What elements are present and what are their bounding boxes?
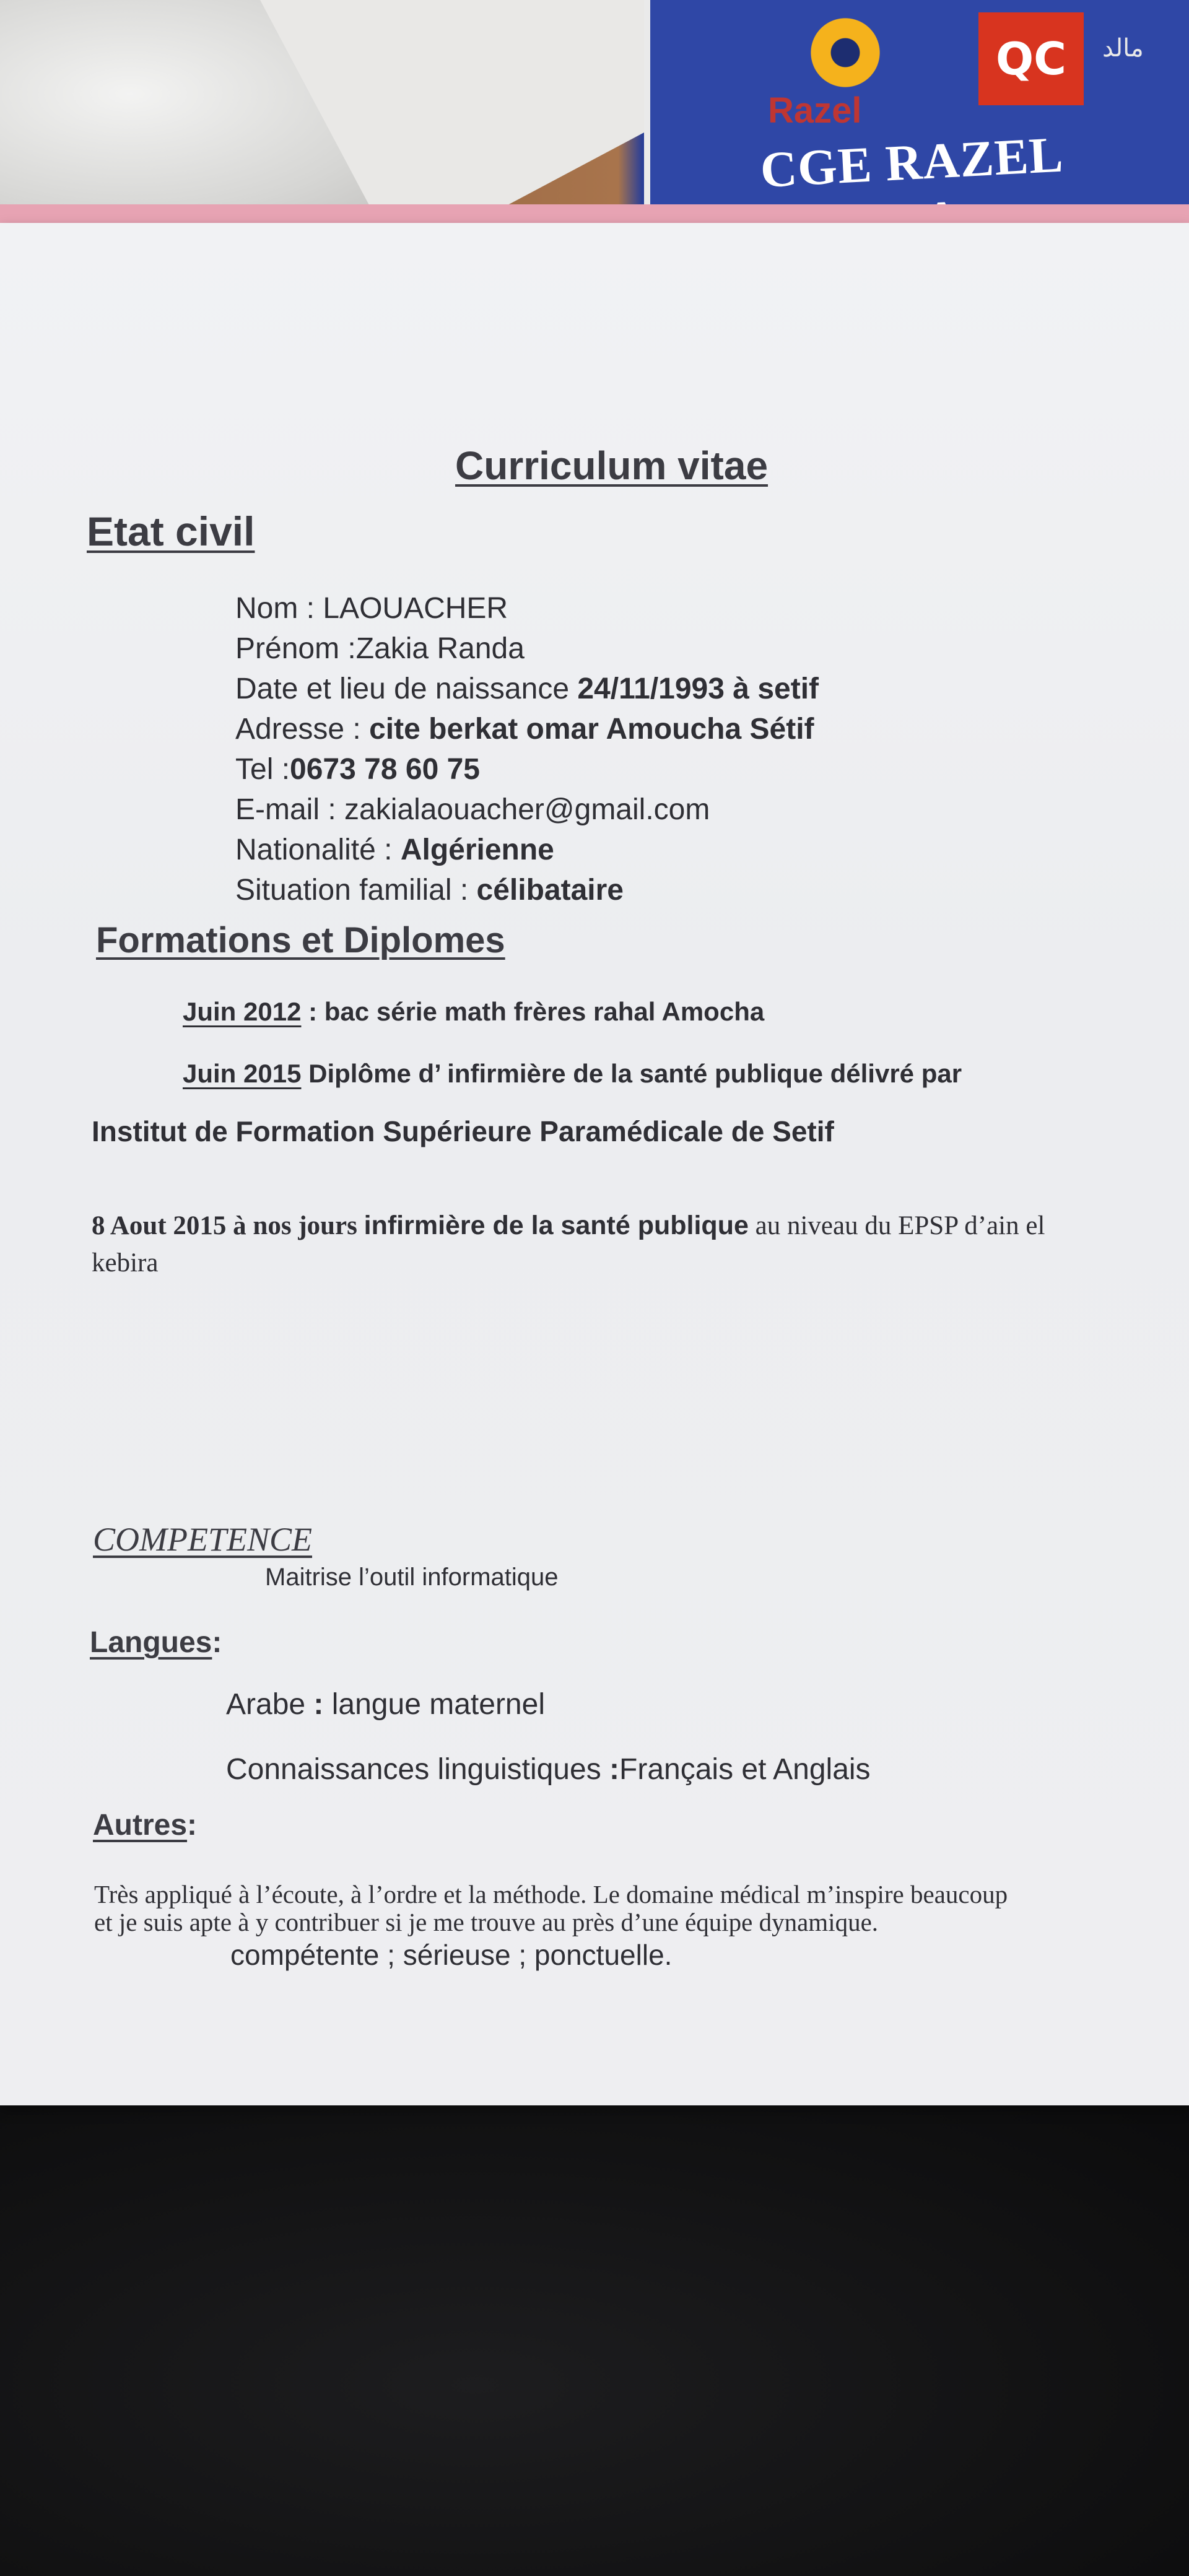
autres-heading-colon: : — [187, 1809, 198, 1842]
experience-date: 8 Aout 2015 à nos jours — [92, 1211, 364, 1240]
booklet-band-text: CGE RAZEL — [759, 126, 1062, 199]
cv-page — [0, 223, 1189, 2105]
tel-value: 0673 78 60 75 — [290, 753, 480, 786]
black-fabric — [0, 2099, 1189, 2576]
langue-arabe — [226, 1687, 545, 1721]
field-tel — [235, 752, 480, 786]
autres-line-2: et je suis apte à y contribuer si je me trouve au près d’une équipe dynamique. — [94, 1908, 879, 1936]
nom-label: Nom : — [235, 592, 323, 625]
adresse-value: cite berkat omar Amoucha Sétif — [369, 713, 814, 746]
field-nom — [235, 591, 508, 625]
formation-item-2015 — [183, 1059, 962, 1089]
formation-date-2012: Juin 2012 — [183, 997, 302, 1026]
cv-title: Curriculum vitae — [455, 443, 769, 488]
field-nationalite — [235, 833, 554, 867]
section-heading-autres — [93, 1808, 197, 1842]
booklet-qc-logo: QC — [978, 12, 1084, 105]
autres-heading-text: Autres — [93, 1809, 188, 1842]
formation-item-2012 — [183, 997, 764, 1027]
autres-line-1: Très appliqué à l’écoute, à l’ordre et la méthode. Le domaine médical m’inspire beaucoup — [94, 1880, 1008, 1908]
section-heading-etat-civil: Etat civil — [87, 508, 255, 554]
experience-line-1 — [92, 1211, 1045, 1241]
experience-role: infirmière de la santé publique — [364, 1211, 749, 1240]
formation-text-2015: Diplôme d’ infirmière de la santé publique délivré par — [301, 1059, 962, 1088]
arabe-sep: : — [313, 1688, 332, 1721]
formation-date-2015: Juin 2015 — [183, 1059, 302, 1088]
field-situation — [235, 873, 624, 907]
field-prenom — [235, 632, 525, 666]
situation-label: Situation familial : — [235, 874, 477, 907]
situation-value: célibataire — [476, 874, 624, 907]
booklet-word: Razel — [768, 90, 862, 131]
langues-heading-text: Langues — [90, 1626, 212, 1659]
field-adresse — [235, 712, 814, 746]
nom-value: LAOUACHER — [323, 592, 508, 625]
experience-place: au niveau du EPSP d’ain el — [748, 1211, 1045, 1240]
nationalite-value: Algérienne — [400, 833, 554, 866]
prenom-label: Prénom : — [235, 632, 356, 665]
experience-line-2: kebira — [92, 1248, 159, 1277]
langues-heading-colon: : — [212, 1626, 222, 1659]
langue-connaissances — [226, 1752, 871, 1786]
email-label: E-mail : — [235, 793, 345, 826]
connaissances-label: Connaissances linguistiques — [226, 1753, 610, 1786]
section-heading-formations: Formations et Diplomes — [96, 920, 505, 960]
competence-item: Maitrise l’outil informatique — [265, 1564, 559, 1591]
autres-qualities: compétente ; sérieuse ; ponctuelle. — [230, 1939, 673, 1971]
booklet-sun-logo — [805, 12, 886, 93]
tel-label: Tel : — [235, 753, 290, 786]
section-heading-langues — [90, 1625, 222, 1660]
section-heading-competence: COMPETENCE — [93, 1521, 313, 1558]
naissance-value: 24/11/1993 à setif — [577, 672, 819, 705]
booklet-arabic-text: مالد — [1102, 35, 1144, 62]
field-email — [235, 793, 710, 827]
adresse-label: Adresse : — [235, 713, 370, 746]
connaissances-sep: : — [609, 1753, 620, 1786]
prenom-value: Zakia Randa — [355, 632, 525, 665]
email-value: zakialaouacher@gmail.com — [344, 793, 710, 826]
connaissances-value: Français et Anglais — [619, 1753, 871, 1786]
formation-text-2012: : bac série math frères rahal Amocha — [301, 997, 765, 1026]
field-naissance — [235, 672, 819, 706]
arabe-value: langue maternel — [331, 1688, 545, 1721]
formation-institut: Institut de Formation Supérieure Paramédicale de Setif — [92, 1115, 834, 1147]
naissance-label: Date et lieu de naissance — [235, 672, 578, 705]
nationalite-label: Nationalité : — [235, 833, 401, 866]
arabe-label: Arabe — [226, 1688, 314, 1721]
